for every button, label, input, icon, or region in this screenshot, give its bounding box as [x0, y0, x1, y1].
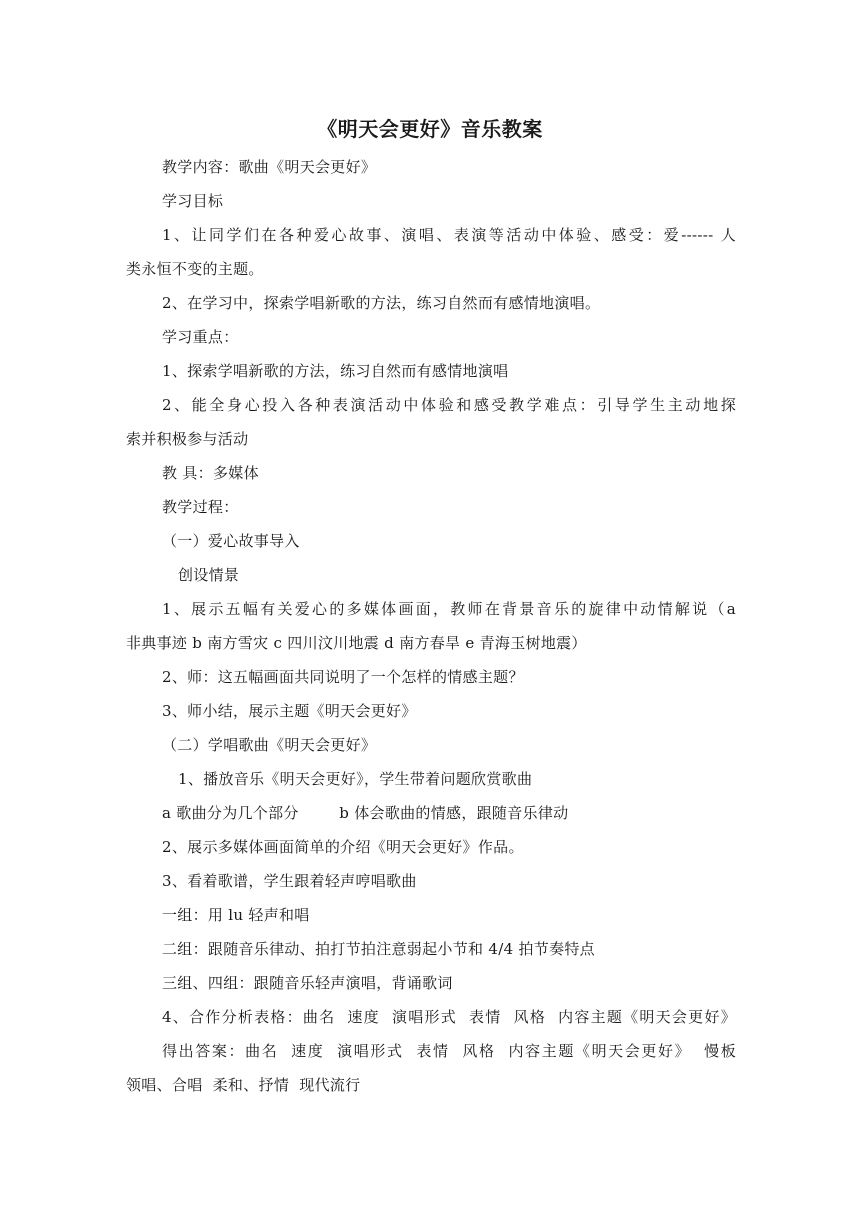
text-line: 2、能全身心投入各种表演活动中体验和感受教学难点：引导学生主动地探 — [162, 396, 736, 414]
text-line: 4、合作分析表格：曲名 速度 演唱形式 表情 风格 内容主题《明天会更好》 — [162, 1008, 736, 1026]
text-line: a 歌曲分为几个部分 b 体会歌曲的情感，跟随音乐律动 — [162, 804, 569, 822]
section-heading: （一）爱心故事导入 — [162, 532, 300, 550]
text-line: 二组：跟随音乐律动、拍打节拍注意弱起小节和 4/4 拍节奏特点 — [162, 940, 595, 958]
text-line: 一组：用 lu 轻声和唱 — [162, 906, 310, 924]
text-line: 教 具：多媒体 — [162, 464, 259, 482]
text-line: 1、展示五幅有关爱心的多媒体画面，教师在背景音乐的旋律中动情解说（a — [162, 600, 736, 618]
text-line: 得出答案：曲名 速度 演唱形式 表情 风格 内容主题《明天会更好》 慢板 — [162, 1042, 736, 1060]
text-line: 1、让同学们在各种爱心故事、演唱、表演等活动中体验、感受：爱------ 人 — [162, 226, 736, 244]
text-line: 2、师：这五幅画面共同说明了一个怎样的情感主题？ — [162, 668, 524, 686]
section-heading: （二）学唱歌曲《明天会更好》 — [162, 736, 377, 754]
text-line: 索并积极参与活动 — [126, 430, 249, 448]
document-title: 《明天会更好》音乐教案 — [317, 117, 543, 141]
text-line: 3、师小结，展示主题《明天会更好》 — [162, 702, 417, 720]
text-line: 类永恒不变的主题。 — [126, 260, 264, 278]
text-line: 学习目标 — [162, 192, 224, 210]
text-line: 1、播放音乐《明天会更好》，学生带着问题欣赏歌曲 — [178, 770, 533, 788]
text-line: 非典事迹 b 南方雪灾 c 四川汶川地震 d 南方春旱 e 青海玉树地震） — [126, 634, 587, 652]
text-line: 1、探索学唱新歌的方法，练习自然而有感情地演唱 — [162, 362, 509, 380]
text-line: 教学内容：歌曲《明天会更好》 — [162, 158, 377, 176]
text-line: 领唱、合唱 柔和、抒情 现代流行 — [126, 1076, 361, 1094]
text-line: 创设情景 — [178, 566, 240, 584]
text-line: 教学过程： — [162, 498, 239, 516]
text-line: 学习重点： — [162, 328, 239, 346]
text-line: 2、在学习中，探索学唱新歌的方法，练习自然而有感情地演唱。 — [162, 294, 601, 312]
text-line: 三组、四组：跟随音乐轻声演唱，背诵歌词 — [162, 974, 453, 992]
text-line: 2、展示多媒体画面简单的介绍《明天会更好》作品。 — [162, 838, 524, 856]
text-line: 3、看着歌谱，学生跟着轻声哼唱歌曲 — [162, 872, 417, 890]
